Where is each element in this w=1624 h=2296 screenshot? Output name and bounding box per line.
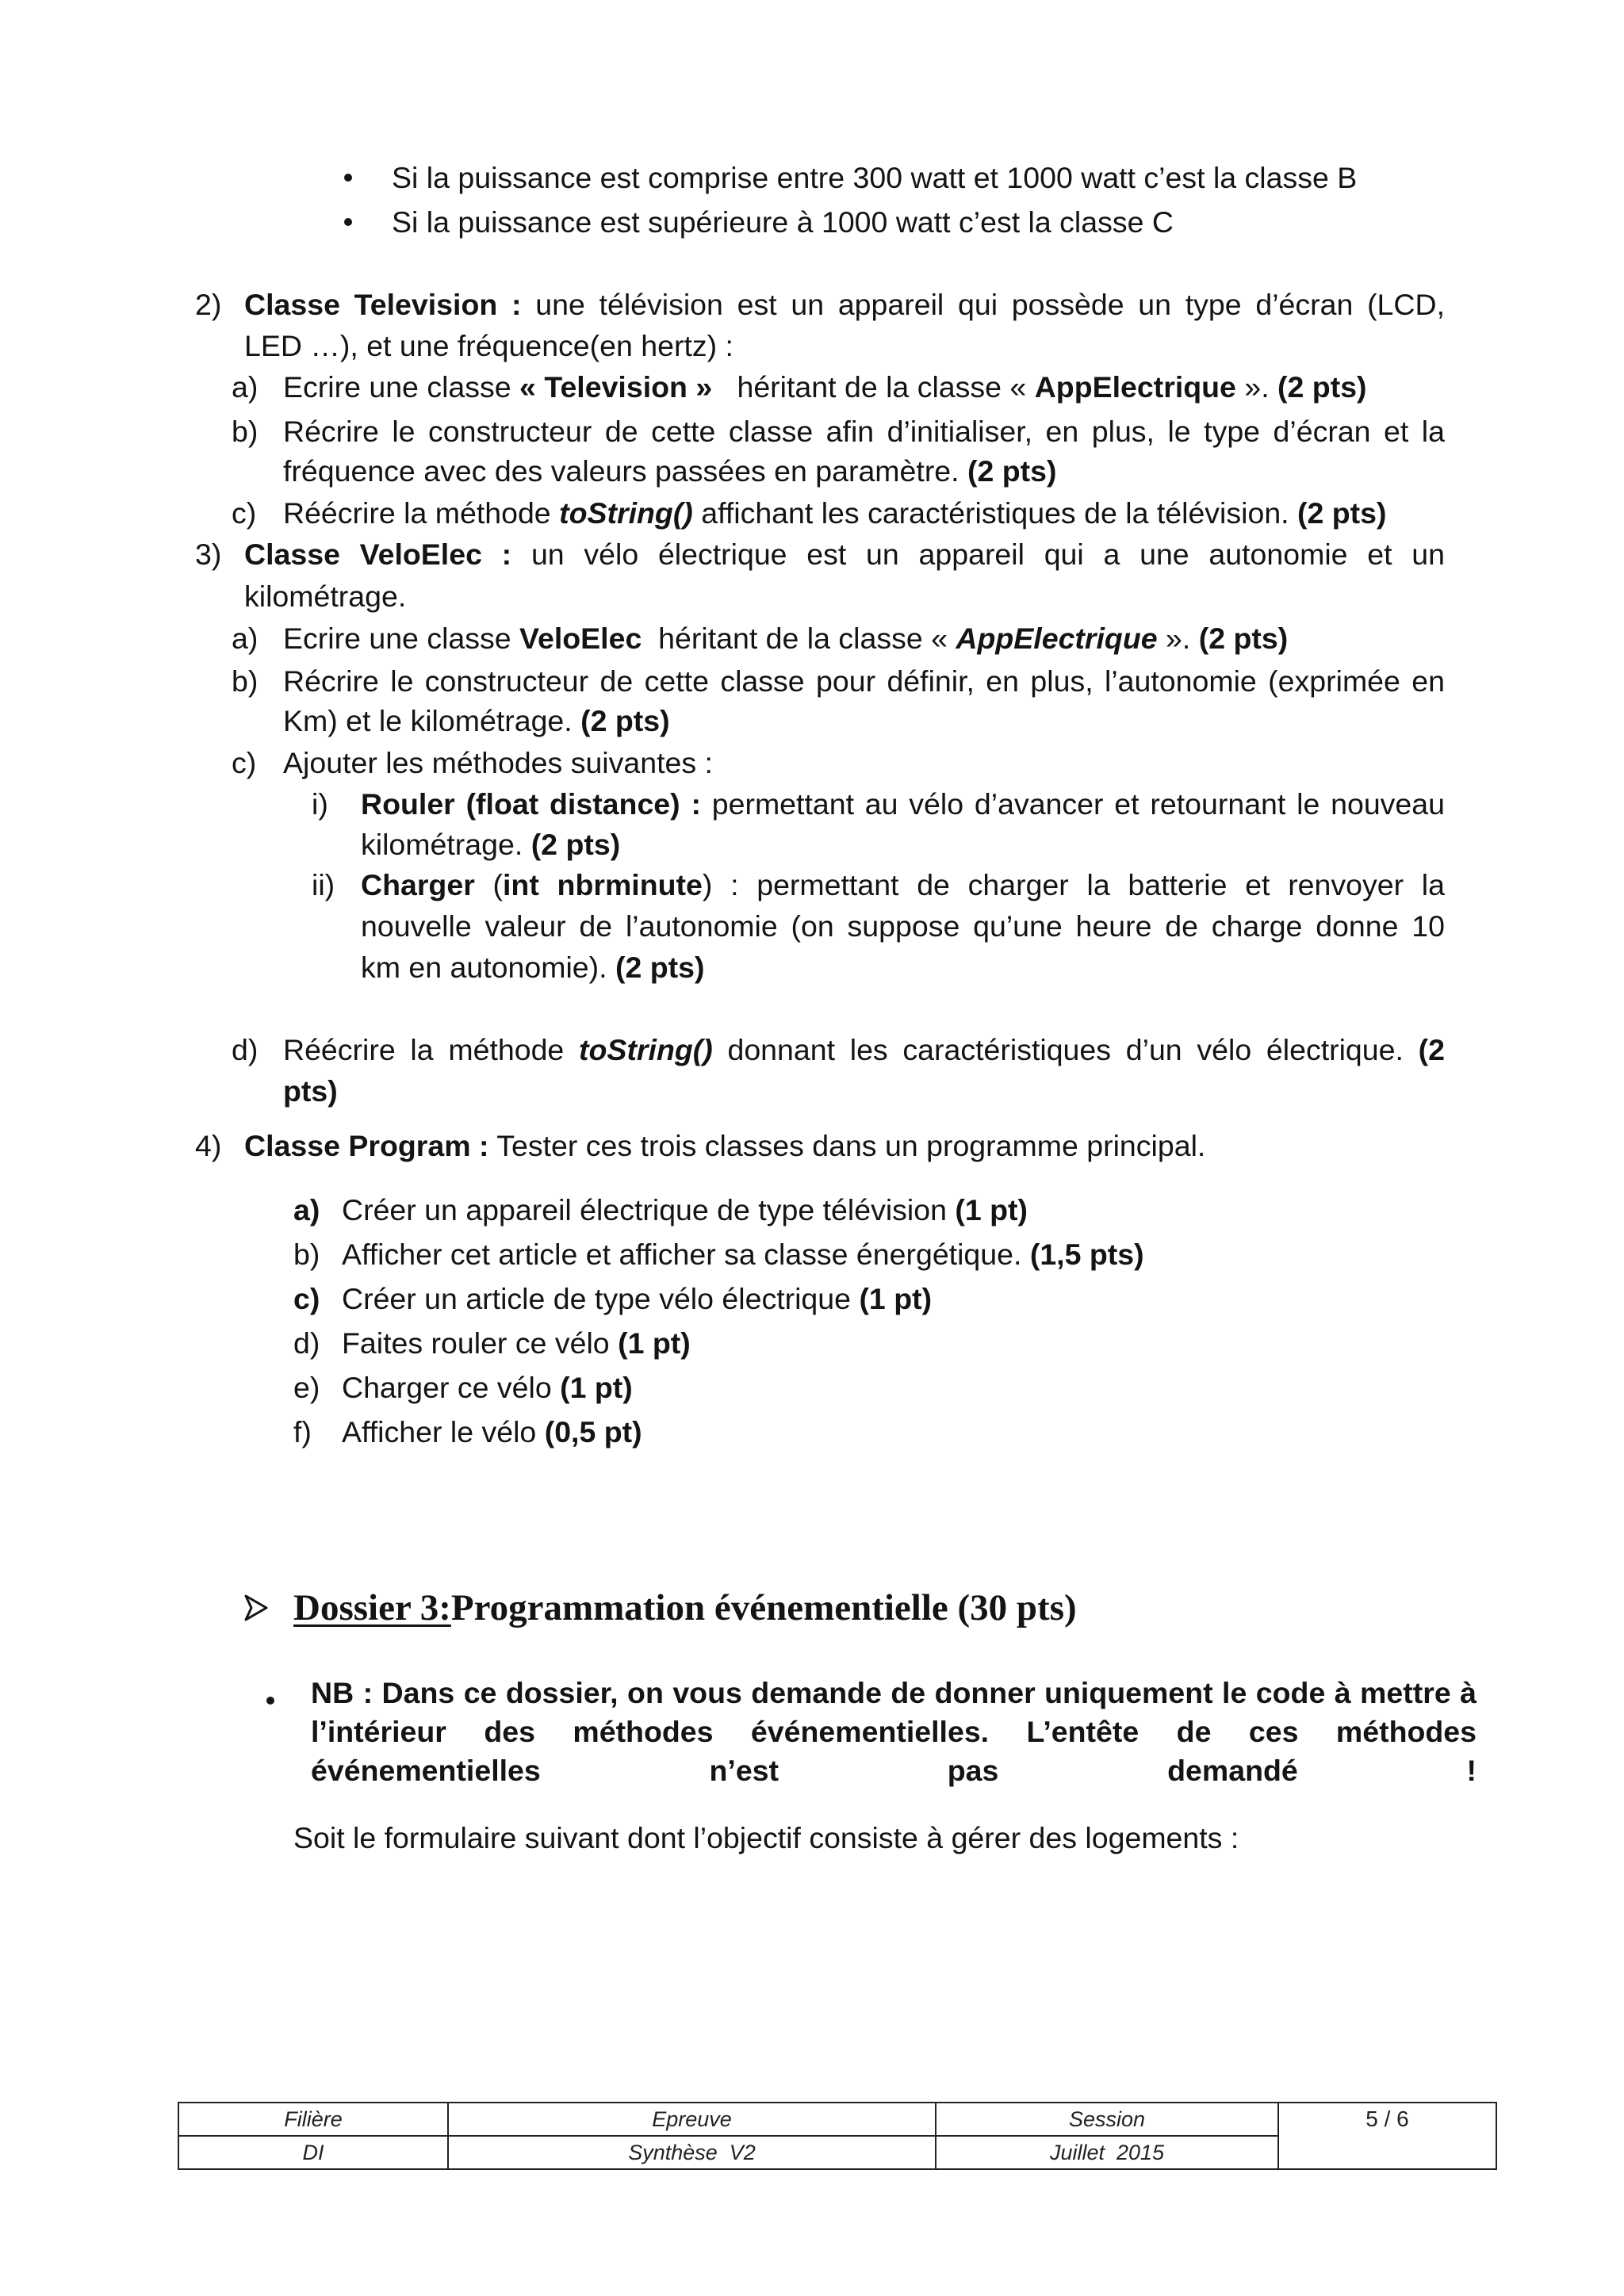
item-text: Ecrire une classe VeloElec héritant de la classe « AppElectrique ». (2 pts): [283, 622, 1289, 655]
bullet-dot: [344, 218, 352, 226]
footer-table: [178, 2102, 1497, 2170]
section-line: [244, 540, 1445, 570]
footer-header-filiere: Filière: [178, 2103, 448, 2136]
exercise-label: d): [293, 1326, 320, 1360]
subitem-text: nouvelle valeur de l’autonomie (on suppose qu’une heure de charge donne 10: [361, 909, 1445, 943]
section-title: Classe Program :: [244, 1129, 489, 1162]
item-text: fréquence avec des valeurs passées en paramètre. (2 pts): [283, 454, 1057, 488]
bullet-text: Si la puissance est supérieure à 1000 watt c’est la classe C: [392, 205, 1174, 239]
subitem-text: km en autonomie). (2 pts): [361, 951, 705, 984]
item-text: Km) et le kilométrage. (2 pts): [283, 704, 670, 737]
section-title: Classe VeloElec :: [244, 538, 512, 571]
item-label: a): [232, 370, 259, 404]
exercise-label: a): [293, 1193, 320, 1226]
arrow-bullet-icon: [244, 1594, 268, 1621]
bullet-dot: [266, 1697, 274, 1705]
subitem-text: Rouler (float distance) : permettant au vélo d’avancer et retournant le nouveau: [361, 787, 1445, 821]
item-label: d): [232, 1033, 259, 1066]
exercise-label: c): [293, 1282, 320, 1315]
section-line: [244, 290, 1445, 320]
exercise-text: Charger ce vélo (1 pt): [342, 1371, 633, 1404]
exercise-text: Créer un article de type vélo électrique (1 pt): [342, 1282, 933, 1315]
bullet-text: Si la puissance est comprise entre 300 watt et 1000 watt c’est la classe B: [392, 161, 1358, 194]
subitem-text: Charger (int nbrminute) : permettant de charger la batterie et renvoyer la: [361, 868, 1445, 901]
item-label: b): [232, 415, 259, 448]
exercise-label: e): [293, 1371, 320, 1404]
subitem-label: ii): [312, 868, 335, 901]
item-text: pts): [283, 1074, 338, 1108]
item-label: c): [232, 746, 257, 779]
footer-value-filiere: DI: [178, 2136, 448, 2169]
section-text: LED …), et une fréquence(en hertz) :: [244, 329, 733, 362]
item-text: Ecrire une classe « Television » héritant de la classe « AppElectrique ». (2 pts): [283, 370, 1367, 404]
footer-header-session: Session: [936, 2103, 1278, 2136]
exercise-text: Faites rouler ce vélo (1 pt): [342, 1326, 691, 1360]
bullet-dot: [344, 174, 352, 182]
section-number: 4): [195, 1129, 222, 1162]
footer-value-epreuve: Synthèse V2: [448, 2136, 936, 2169]
section-text: kilométrage.: [244, 580, 407, 613]
item-text: Réécrire la méthode toString() donnant les caractéristiques d’un vélo électrique. (2: [283, 1033, 1445, 1066]
footer-page-number: 5 / 6: [1278, 2103, 1496, 2169]
item-label: c): [232, 496, 257, 530]
item-label: a): [232, 622, 259, 655]
intro-text: Soit le formulaire suivant dont l’objectif consiste à gérer des logements :: [293, 1821, 1239, 1854]
subitem-label: i): [312, 787, 328, 821]
exercise-label: b): [293, 1238, 320, 1271]
exercise-text: Afficher cet article et afficher sa classe énergétique. (1,5 pts): [342, 1238, 1144, 1271]
footer-value-session: Juillet 2015: [936, 2136, 1278, 2169]
item-text: Réécrire la méthode toString() affichant les caractéristiques de la télévision. (2 pts): [283, 496, 1387, 530]
item-label: b): [232, 664, 259, 698]
exercise-label: f): [293, 1415, 312, 1448]
exercise-text: Créer un appareil électrique de type télévision (1 pt): [342, 1193, 1028, 1226]
section-text: Tester ces trois classes dans un programme principal.: [488, 1129, 1206, 1162]
subitem-text: kilométrage. (2 pts): [361, 828, 621, 861]
footer-header-epreuve: Epreuve: [448, 2103, 936, 2136]
section-number: 2): [195, 288, 222, 321]
dossier-heading: Dossier 3:Programmation événementielle (30 pts): [293, 1587, 1077, 1628]
section-text: une télévision est un appareil qui possède un type d’écran (LCD,: [535, 288, 1445, 321]
item-text: Récrire le constructeur de cette classe afin d’initialiser, en plus, le type d’écran et la: [283, 415, 1445, 448]
section-text: un vélo électrique est un appareil qui a une autonomie et un: [530, 538, 1446, 571]
exercise-text: Afficher le vélo (0,5 pt): [342, 1415, 642, 1448]
section-line: [244, 1131, 1205, 1161]
nb-note: NB : Dans ce dossier, on vous demande de donner uniquement le code à mettre à l’intérieur des méthodes événementielles. L’entête de ces méthodes événementielles n’est pas demandé !: [311, 1676, 1477, 1787]
item-text: Récrire le constructeur de cette classe pour définir, en plus, l’autonomie (exprimée en: [283, 664, 1445, 698]
section-number: 3): [195, 538, 222, 571]
item-text: Ajouter les méthodes suivantes :: [283, 746, 713, 779]
section-title: Classe Television :: [244, 288, 522, 321]
